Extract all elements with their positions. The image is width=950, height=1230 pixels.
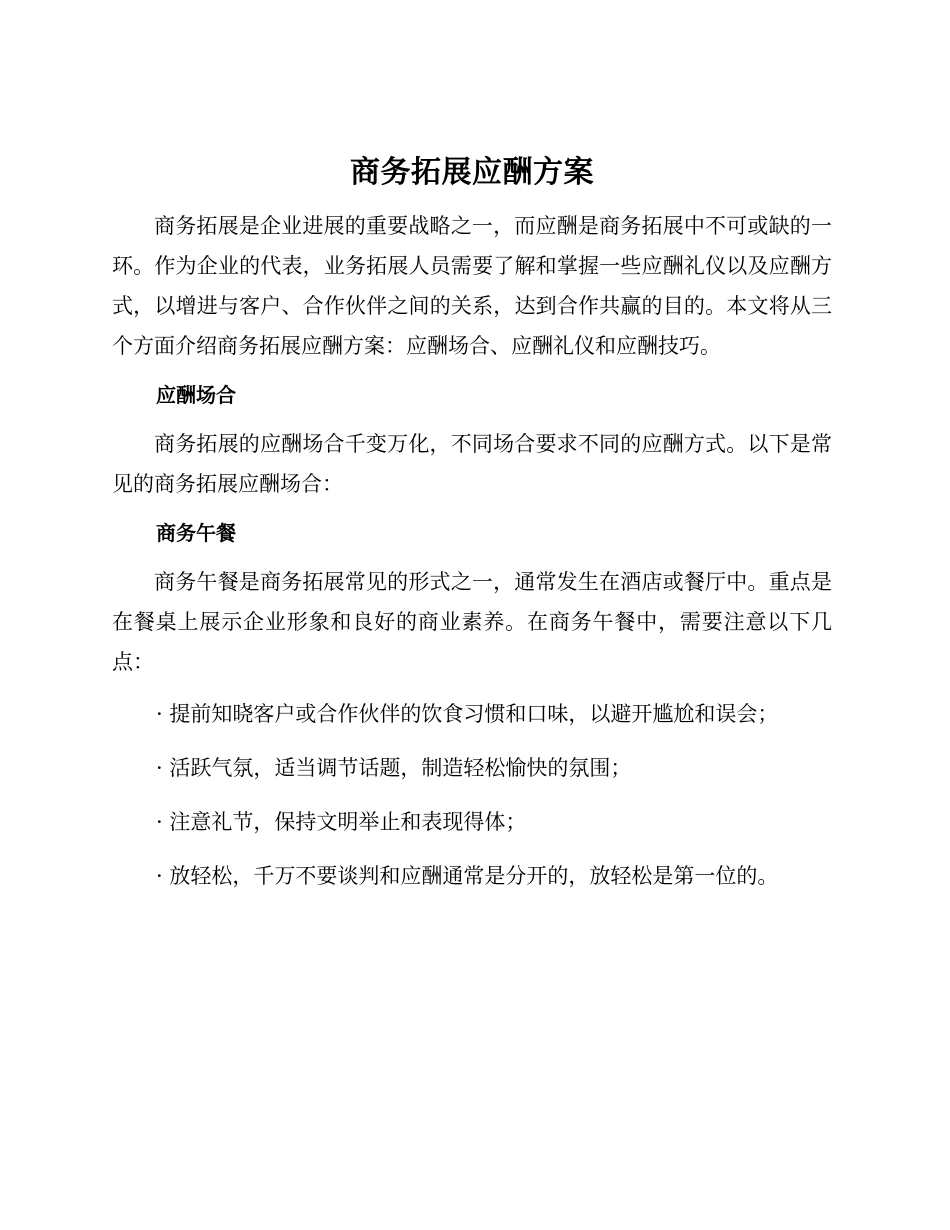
section-heading-occasions: 应酬场合 (156, 383, 236, 407)
section-heading-business-lunch: 商务午餐 (156, 521, 236, 545)
document-page (112, 150, 832, 910)
occasions-paragraph: 商务拓展的应酬场合千变万化，不同场合要求不同的应酬方式。以下是常见的商务拓展应酬场合： (112, 432, 832, 496)
list-item: · 活跃气氛，适当调节话题，制造轻松愉快的氛围； (156, 756, 632, 780)
list-item: · 注意礼节，保持文明举止和表现得体； (156, 810, 527, 834)
list-item: · 放轻松，千万不要谈判和应酬通常是分开的，放轻松是第一位的。 (156, 864, 779, 888)
business-lunch-tips-list (112, 694, 832, 896)
list-item: · 提前知晓客户或合作伙伴的饮食习惯和口味，以避开尴尬和误会； (156, 702, 779, 726)
business-lunch-paragraph: 商务午餐是商务拓展常见的形式之一，通常发生在酒店或餐厅中。重点是在餐桌上展示企业形象和良好的商业素养。在商务午餐中，需要注意以下几点： (112, 570, 832, 674)
intro-paragraph: 商务拓展是企业进展的重要战略之一，而应酬是商务拓展中不可或缺的一环。作为企业的代表，业务拓展人员需要了解和掌握一些应酬礼仪以及应酬方式，以增进与客户、合作伙伴之间的关系，达到合作共赢的目的。本文将从三个方面介绍商务拓展应酬方案：应酬场合、应酬礼仪和应酬技巧。 (112, 214, 832, 358)
document-title: 商务拓展应酬方案 (350, 155, 594, 190)
